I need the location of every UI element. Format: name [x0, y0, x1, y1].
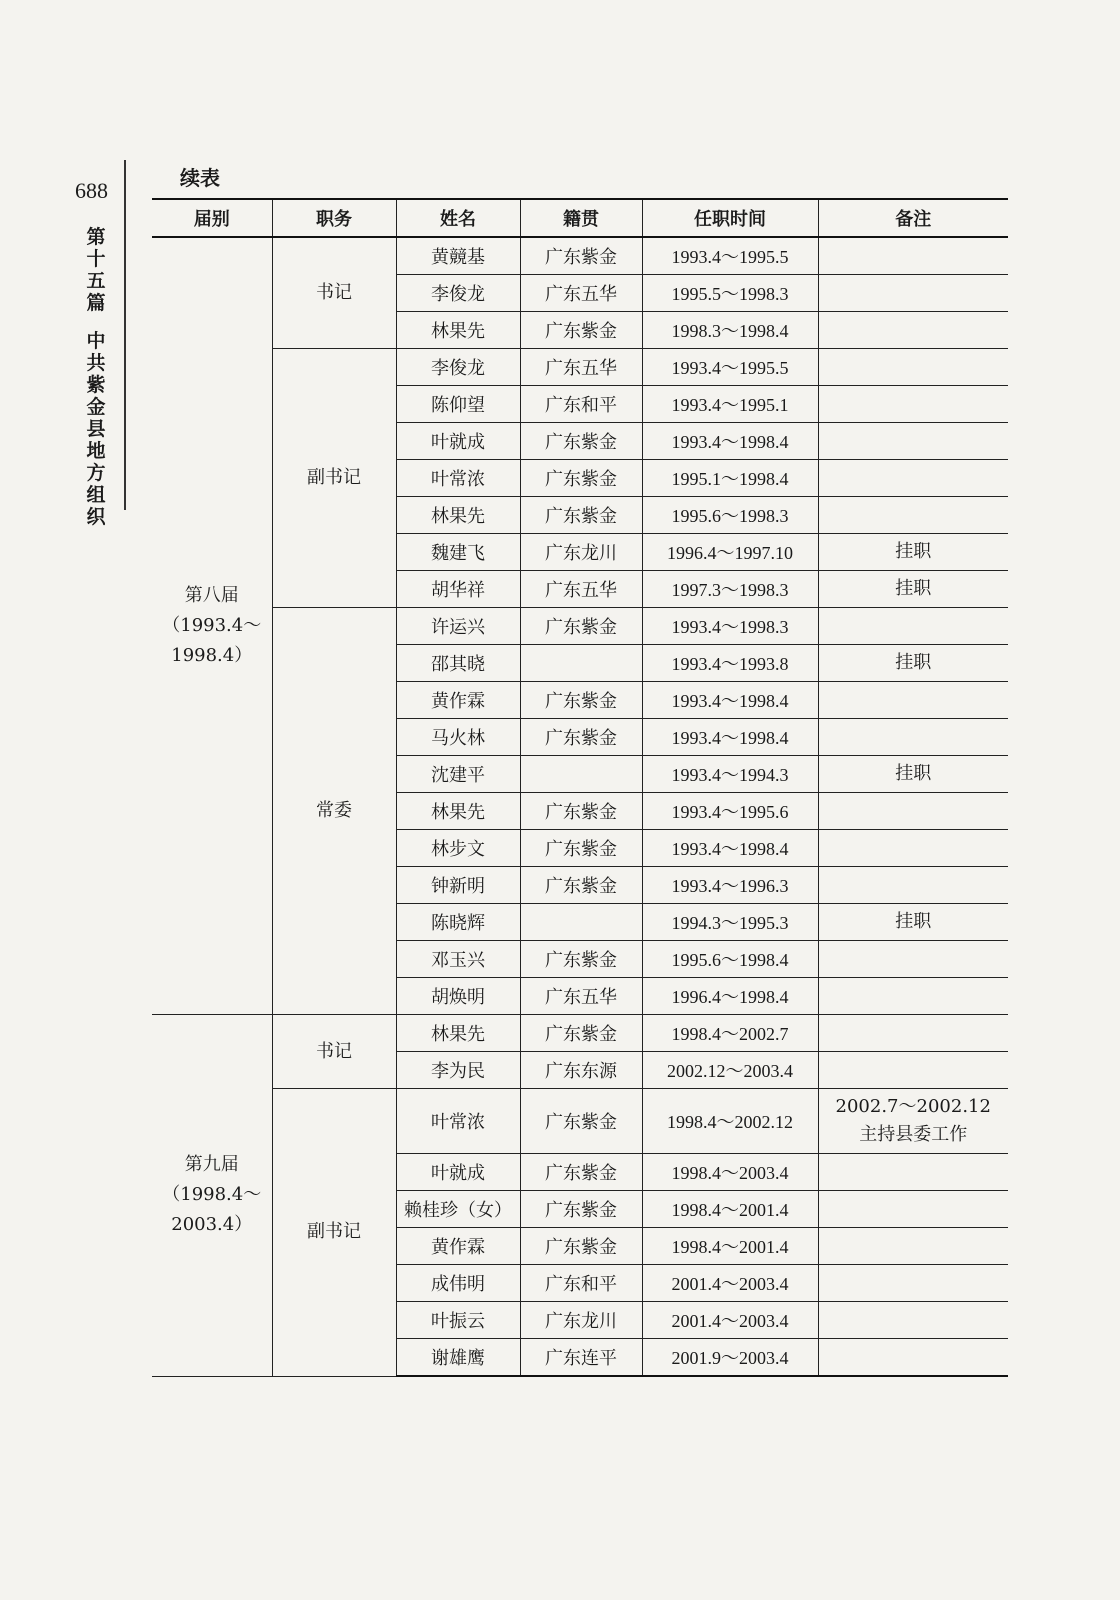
name-cell: 李俊龙: [396, 349, 520, 386]
period-cell: 1993.4～1995.1: [642, 386, 818, 423]
name-cell: 赖桂珍（女）: [396, 1191, 520, 1228]
name-cell: 李为民: [396, 1052, 520, 1089]
officials-table: [152, 198, 1008, 1377]
position-cell: 副书记: [272, 349, 396, 608]
origin-cell: 广东和平: [520, 386, 642, 423]
margin-rule: [124, 160, 126, 510]
chapter-title-char: 织: [86, 506, 106, 528]
note-cell: [818, 1052, 1008, 1089]
position-cell: 常委: [272, 608, 396, 1015]
chapter-title-char: [84, 314, 108, 330]
period-cell: 1993.4～1994.3: [642, 756, 818, 793]
name-cell: 叶就成: [396, 423, 520, 460]
table-row: [152, 1089, 1008, 1154]
chapter-title-char: 十: [86, 248, 106, 270]
name-cell: 林步文: [396, 830, 520, 867]
origin-cell: 广东龙川: [520, 1302, 642, 1339]
origin-cell: 广东和平: [520, 1265, 642, 1302]
period-cell: 1998.4～2002.7: [642, 1015, 818, 1052]
origin-cell: 广东紫金: [520, 237, 642, 275]
note-cell: [818, 1154, 1008, 1191]
origin-cell: 广东紫金: [520, 719, 642, 756]
note-cell: [818, 719, 1008, 756]
origin-cell: 广东紫金: [520, 1015, 642, 1052]
name-cell: 钟新明: [396, 867, 520, 904]
header-row: [152, 199, 1008, 237]
note-cell: [818, 793, 1008, 830]
period-cell: 1995.1～1998.4: [642, 460, 818, 497]
note-cell: [818, 608, 1008, 645]
chapter-title: [84, 226, 108, 528]
table-row: [152, 1015, 1008, 1052]
note-cell: 挂职: [818, 571, 1008, 608]
note-cell: [818, 830, 1008, 867]
period-cell: 2001.4～2003.4: [642, 1302, 818, 1339]
note-cell: [818, 460, 1008, 497]
period-cell: 1993.4～1995.6: [642, 793, 818, 830]
origin-cell: 广东紫金: [520, 312, 642, 349]
position-cell: 副书记: [272, 1089, 396, 1377]
origin-cell: 广东紫金: [520, 608, 642, 645]
period-cell: 1993.4～1996.3: [642, 867, 818, 904]
note-cell: [818, 1302, 1008, 1339]
origin-cell: 广东紫金: [520, 497, 642, 534]
origin-cell: 广东紫金: [520, 793, 642, 830]
table-caption: 续表: [180, 166, 220, 190]
chapter-title-char: 紫: [86, 374, 106, 396]
period-cell: 1993.4～1998.4: [642, 682, 818, 719]
origin-cell: [520, 904, 642, 941]
note-cell: [818, 497, 1008, 534]
chapter-title-char: 篇: [86, 292, 106, 314]
period-cell: 1995.6～1998.4: [642, 941, 818, 978]
origin-cell: 广东紫金: [520, 423, 642, 460]
period-cell: 1993.4～1995.5: [642, 237, 818, 275]
chapter-title-char: 方: [86, 462, 106, 484]
note-cell: [818, 1265, 1008, 1302]
name-cell: 林果先: [396, 497, 520, 534]
period-cell: 1998.4～2001.4: [642, 1191, 818, 1228]
note-cell: [818, 275, 1008, 312]
origin-cell: 广东五华: [520, 571, 642, 608]
chapter-title-char: 第: [86, 226, 106, 248]
origin-cell: [520, 756, 642, 793]
note-cell: [818, 682, 1008, 719]
header-term: 届别: [152, 199, 272, 237]
note-cell: [818, 867, 1008, 904]
note-cell: [818, 237, 1008, 275]
name-cell: 叶常浓: [396, 1089, 520, 1154]
name-cell: 邓玉兴: [396, 941, 520, 978]
origin-cell: 广东紫金: [520, 867, 642, 904]
name-cell: 叶就成: [396, 1154, 520, 1191]
term-cell: 第九届 （1998.4～ 2003.4）: [152, 1015, 272, 1377]
header-name: 姓名: [396, 199, 520, 237]
origin-cell: 广东紫金: [520, 941, 642, 978]
period-cell: 1993.4～1998.4: [642, 423, 818, 460]
note-cell: [818, 349, 1008, 386]
chapter-title-char: 地: [86, 440, 106, 462]
note-cell: 2002.7～2002.12 主持县委工作: [818, 1089, 1008, 1154]
period-cell: 1994.3～1995.3: [642, 904, 818, 941]
origin-cell: 广东紫金: [520, 682, 642, 719]
note-cell: [818, 1228, 1008, 1265]
name-cell: 陈仰望: [396, 386, 520, 423]
period-cell: 1997.3～1998.3: [642, 571, 818, 608]
period-cell: 1998.4～2001.4: [642, 1228, 818, 1265]
note-cell: [818, 978, 1008, 1015]
origin-cell: 广东紫金: [520, 830, 642, 867]
header-origin: 籍贯: [520, 199, 642, 237]
period-cell: 1996.4～1998.4: [642, 978, 818, 1015]
note-cell: [818, 386, 1008, 423]
note-cell: 挂职: [818, 904, 1008, 941]
origin-cell: [520, 645, 642, 682]
name-cell: 叶常浓: [396, 460, 520, 497]
name-cell: 邵其晓: [396, 645, 520, 682]
name-cell: 胡华祥: [396, 571, 520, 608]
period-cell: 1993.4～1995.5: [642, 349, 818, 386]
chapter-title-char: 五: [86, 270, 106, 292]
header-position: 职务: [272, 199, 396, 237]
period-cell: 2002.12～2003.4: [642, 1052, 818, 1089]
name-cell: 林果先: [396, 793, 520, 830]
term-cell: 第八届 （1993.4～ 1998.4）: [152, 237, 272, 1015]
origin-cell: 广东紫金: [520, 1154, 642, 1191]
origin-cell: 广东紫金: [520, 1191, 642, 1228]
name-cell: 魏建飞: [396, 534, 520, 571]
header-note: 备注: [818, 199, 1008, 237]
origin-cell: 广东紫金: [520, 460, 642, 497]
period-cell: 1993.4～1998.4: [642, 719, 818, 756]
period-cell: 1995.5～1998.3: [642, 275, 818, 312]
note-cell: [818, 312, 1008, 349]
note-cell: [818, 1339, 1008, 1377]
table-row: [152, 349, 1008, 386]
name-cell: 叶振云: [396, 1302, 520, 1339]
name-cell: 马火林: [396, 719, 520, 756]
position-cell: 书记: [272, 237, 396, 349]
chapter-title-char: 组: [86, 484, 106, 506]
table-row: [152, 237, 1008, 275]
note-cell: [818, 423, 1008, 460]
name-cell: 陈晓辉: [396, 904, 520, 941]
period-cell: 1998.4～2003.4: [642, 1154, 818, 1191]
origin-cell: 广东东源: [520, 1052, 642, 1089]
origin-cell: 广东五华: [520, 275, 642, 312]
table-row: [152, 608, 1008, 645]
name-cell: 许运兴: [396, 608, 520, 645]
name-cell: 成伟明: [396, 1265, 520, 1302]
page-number: 688: [75, 178, 108, 203]
period-cell: 1998.3～1998.4: [642, 312, 818, 349]
period-cell: 1993.4～1998.4: [642, 830, 818, 867]
name-cell: 林果先: [396, 1015, 520, 1052]
origin-cell: 广东紫金: [520, 1089, 642, 1154]
name-cell: 黄作霖: [396, 1228, 520, 1265]
note-cell: [818, 941, 1008, 978]
chapter-title-char: 中: [86, 330, 106, 352]
origin-cell: 广东五华: [520, 349, 642, 386]
period-cell: 1996.4～1997.10: [642, 534, 818, 571]
name-cell: 李俊龙: [396, 275, 520, 312]
position-cell: 书记: [272, 1015, 396, 1089]
name-cell: 黄竸基: [396, 237, 520, 275]
header-period: 任职时间: [642, 199, 818, 237]
chapter-title-char: 共: [86, 352, 106, 374]
origin-cell: 广东五华: [520, 978, 642, 1015]
period-cell: 1995.6～1998.3: [642, 497, 818, 534]
name-cell: 谢雄鹰: [396, 1339, 520, 1377]
period-cell: 2001.9～2003.4: [642, 1339, 818, 1377]
origin-cell: 广东连平: [520, 1339, 642, 1377]
origin-cell: 广东紫金: [520, 1228, 642, 1265]
origin-cell: 广东龙川: [520, 534, 642, 571]
name-cell: 林果先: [396, 312, 520, 349]
period-cell: 2001.4～2003.4: [642, 1265, 818, 1302]
note-cell: [818, 1191, 1008, 1228]
period-cell: 1998.4～2002.12: [642, 1089, 818, 1154]
period-cell: 1993.4～1993.8: [642, 645, 818, 682]
note-cell: 挂职: [818, 756, 1008, 793]
name-cell: 沈建平: [396, 756, 520, 793]
note-cell: 挂职: [818, 534, 1008, 571]
chapter-title-char: 县: [86, 418, 106, 440]
note-cell: [818, 1015, 1008, 1052]
note-cell: 挂职: [818, 645, 1008, 682]
chapter-title-char: 金: [86, 396, 106, 418]
name-cell: 黄作霖: [396, 682, 520, 719]
name-cell: 胡焕明: [396, 978, 520, 1015]
period-cell: 1993.4～1998.3: [642, 608, 818, 645]
